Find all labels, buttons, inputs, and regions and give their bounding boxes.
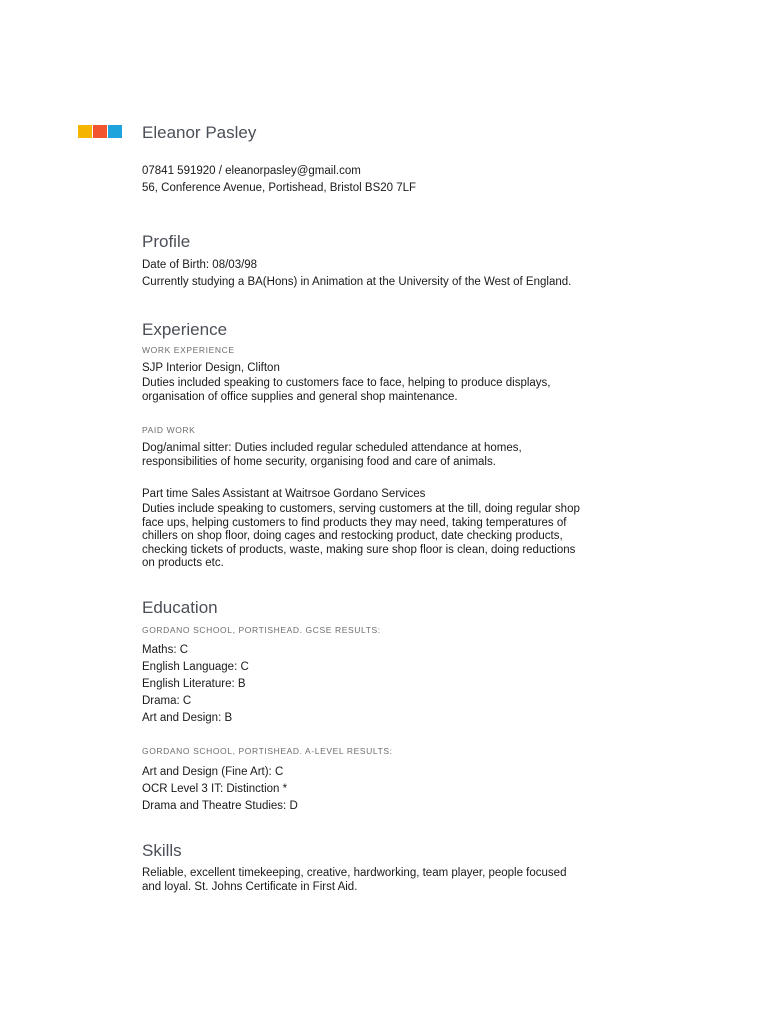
- skills-line: and loyal. St. Johns Certificate in First Aid.: [142, 880, 358, 893]
- gcse-result: Drama: C: [142, 695, 192, 708]
- sales-duties-line: on products etc.: [142, 557, 224, 569]
- contact-block: [142, 163, 662, 197]
- sitter-line: Dog/animal sitter: Duties included regular scheduled attendance at homes,: [142, 442, 522, 454]
- sitter-line: responsibilities of home security, organising food and care of animals.: [142, 455, 496, 468]
- logo-squares: [78, 125, 122, 138]
- alevel-result: OCR Level 3 IT: Distinction *: [142, 782, 288, 795]
- sales-job-title: Part time Sales Assistant at Waitrsoe Gordano Services: [142, 488, 426, 500]
- education-title: Education: [142, 597, 218, 617]
- sales-duties-line: chillers on shop floor, doing cages and restocking product, date checking products,: [142, 530, 563, 542]
- work-experience-label: WORK EXPERIENCE: [142, 345, 235, 355]
- experience-title: Experience: [142, 320, 228, 339]
- alevel-list: [142, 764, 662, 816]
- alevel-result: Art and Design (Fine Art): C: [142, 765, 284, 778]
- education-section: [142, 597, 662, 816]
- logo-square-red: [93, 125, 107, 138]
- work-place: SJP Interior Design, Clifton: [142, 362, 280, 374]
- phone-email-line: 07841 591920 / eleanorpasley@gmail.com: [142, 165, 361, 177]
- gcse-result: Maths: C: [142, 643, 189, 656]
- gcse-list: [142, 642, 662, 728]
- gcse-result: Art and Design: B: [142, 712, 233, 725]
- alevel-result: Drama and Theatre Studies: D: [142, 799, 298, 812]
- experience-section: [142, 319, 662, 571]
- skills-line: Reliable, excellent timekeeping, creative, hardworking, team player, people focused: [142, 867, 567, 880]
- gcse-label: GORDANO SCHOOL, PORTISHEAD. GCSE RESULTS:: [142, 624, 381, 635]
- skills-section: [142, 840, 662, 894]
- candidate-name: Eleanor Pasley: [142, 123, 257, 142]
- paid-work-label: PAID WORK: [142, 425, 196, 435]
- work-duties-line: Duties included speaking to customers face to face, helping to produce displays,: [142, 377, 551, 389]
- profile-section: [142, 231, 662, 291]
- sales-duties-line: face ups, helping customers to find products they may need, taking temperatures of: [142, 516, 567, 529]
- gcse-result: English Language: C: [142, 660, 249, 673]
- profile-title: Profile: [142, 232, 191, 251]
- address-line: 56, Conference Avenue, Portishead, Bristol BS20 7LF: [142, 182, 417, 194]
- resume-page: [142, 120, 662, 894]
- date-of-birth: Date of Birth: 08/03/98: [142, 259, 258, 271]
- work-duties-line: organisation of office supplies and general shop maintenance.: [142, 390, 458, 403]
- skills-title: Skills: [142, 841, 182, 861]
- sales-duties-line: checking tickets of products, waste, making sure shop floor is clean, doing reductions: [142, 543, 576, 556]
- logo-square-blue: [108, 125, 122, 138]
- alevel-label: GORDANO SCHOOL, PORTISHEAD. A-LEVEL RESULTS:: [142, 745, 393, 756]
- sales-duties-line: Duties include speaking to customers, serving customers at the till, doing regular shop: [142, 503, 580, 515]
- logo-square-yellow: [78, 125, 92, 138]
- study-line: Currently studying a BA(Hons) in Animation at the University of the West of England.: [142, 276, 572, 288]
- gcse-result: English Literature: B: [142, 677, 246, 690]
